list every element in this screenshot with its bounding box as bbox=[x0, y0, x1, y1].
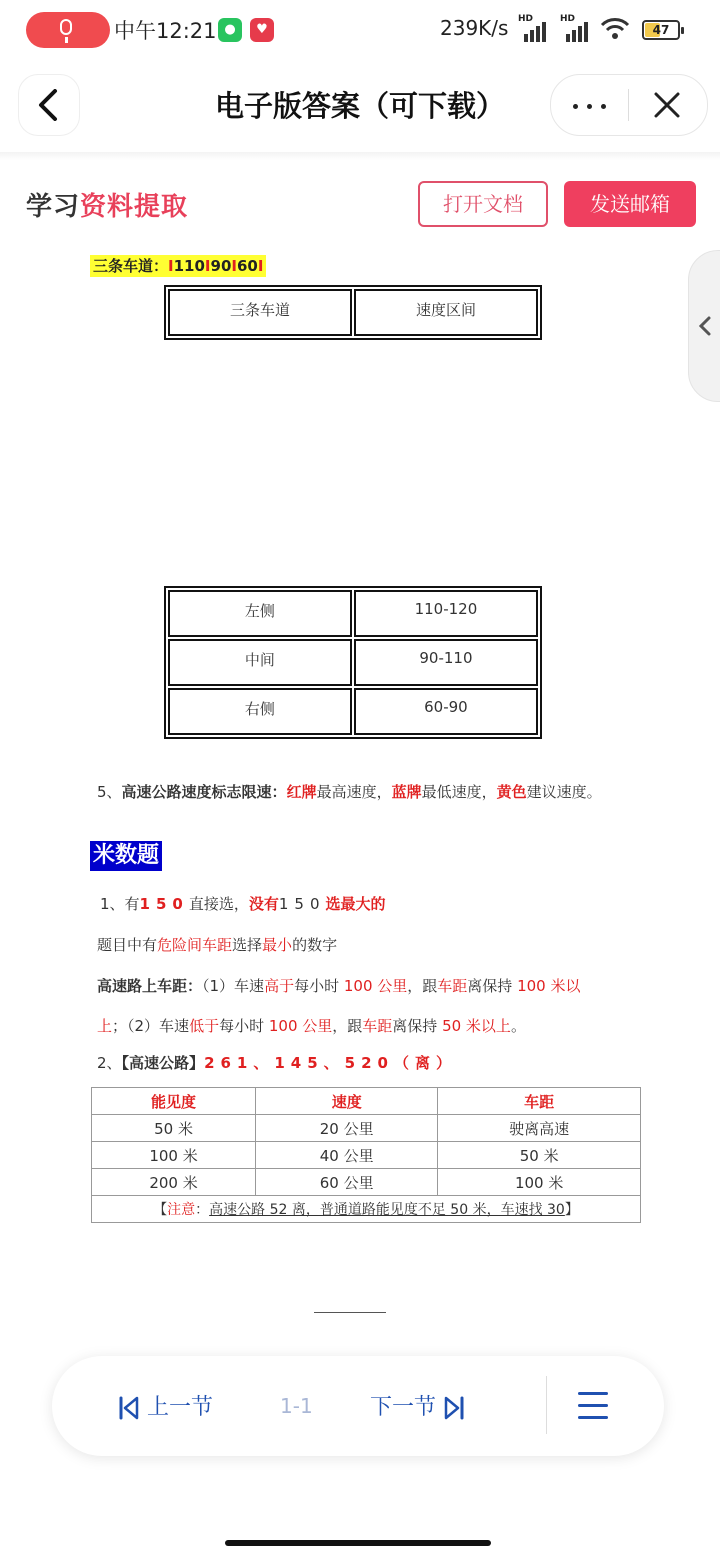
rule-line-4: 上；（2）车速低于每小时 100 公里，跟车距离保持 50 米以上。 bbox=[97, 1017, 526, 1035]
table-cell: 100 米 bbox=[438, 1169, 641, 1196]
speed-sign-paragraph: 5、高速公路速度标志限速：红牌最高速度，蓝牌最低速度，黄色建议速度。 bbox=[97, 783, 602, 801]
table-cell: 中间 bbox=[168, 639, 352, 686]
back-button[interactable] bbox=[18, 74, 80, 136]
table-cell: 200 米 bbox=[92, 1169, 256, 1196]
table-cell: 驶离高速 bbox=[438, 1115, 641, 1142]
table-cell: 左侧 bbox=[168, 590, 352, 637]
microphone-indicator[interactable] bbox=[26, 12, 110, 48]
net-speed: 239K/s bbox=[440, 16, 509, 40]
table-cell: 110-120 bbox=[354, 590, 538, 637]
table-header-row bbox=[92, 1088, 641, 1115]
visibility-table bbox=[91, 1087, 641, 1223]
battery-icon: 47 bbox=[642, 20, 680, 40]
column-header: 能见度 bbox=[92, 1088, 256, 1115]
open-document-button[interactable]: 打开文档 bbox=[418, 181, 548, 227]
table-row bbox=[168, 688, 538, 735]
table-row bbox=[92, 1169, 641, 1196]
wechat-icon: ● bbox=[218, 18, 242, 42]
table-cell: 50 米 bbox=[92, 1115, 256, 1142]
table-cell: 40 公里 bbox=[256, 1142, 438, 1169]
more-icon[interactable] bbox=[569, 85, 611, 125]
skip-prev-icon bbox=[118, 1395, 140, 1421]
back-arrow-icon bbox=[35, 89, 63, 121]
column-header: 车距 bbox=[438, 1088, 641, 1115]
menu-icon[interactable] bbox=[578, 1390, 610, 1422]
table-cell: 60-90 bbox=[354, 688, 538, 735]
rule-line-2: 题目中有危险间车距选择最小的数字 bbox=[97, 936, 338, 954]
brand-logo: 学习资料提取 bbox=[26, 192, 189, 222]
table-cell: 60 公里 bbox=[256, 1169, 438, 1196]
table-cell: 90-110 bbox=[354, 639, 538, 686]
page-title: 电子版答案（可下载） bbox=[214, 89, 505, 123]
chevron-left-icon bbox=[697, 315, 713, 337]
rule-line-1: 1、有150直接选，没有150选最大的 bbox=[100, 895, 386, 913]
table-cell: 速度区间 bbox=[354, 289, 538, 336]
table-cell: 100 米 bbox=[92, 1142, 256, 1169]
lanes-speed-table bbox=[164, 586, 542, 739]
column-header: 速度 bbox=[256, 1088, 438, 1115]
table-cell: 50 米 bbox=[438, 1142, 641, 1169]
side-drawer-handle[interactable] bbox=[688, 250, 720, 402]
rule-line-3: 高速路上车距：（1）车速高于每小时 100 公里，跟车距离保持 100 米以 bbox=[97, 977, 581, 995]
section-heading: 米数题 bbox=[90, 841, 162, 871]
table-note: 【注意：高速公路 52 离，普通道路能见度不足 50 米，车速找 30】 bbox=[92, 1196, 641, 1223]
lanes-table-header bbox=[164, 285, 542, 340]
table-note-row bbox=[92, 1196, 641, 1223]
send-email-button[interactable]: 发送邮箱 bbox=[564, 181, 696, 227]
status-bar bbox=[0, 0, 720, 62]
table-row bbox=[92, 1115, 641, 1142]
app-icon: ♥ bbox=[250, 18, 274, 42]
table-cell: 右侧 bbox=[168, 688, 352, 735]
clock: 中午12:21 bbox=[114, 19, 217, 43]
divider bbox=[314, 1312, 386, 1313]
next-section-button[interactable]: 下一节 bbox=[370, 1390, 465, 1424]
nav-bar bbox=[0, 62, 720, 154]
mini-program-capsule bbox=[550, 74, 708, 136]
table-cell: 三条车道 bbox=[168, 289, 352, 336]
table-row bbox=[92, 1142, 641, 1169]
page-indicator: 1-1 bbox=[280, 1394, 313, 1418]
signal-icon: HD bbox=[518, 18, 550, 42]
table-row bbox=[168, 590, 538, 637]
table-cell: 20 公里 bbox=[256, 1115, 438, 1142]
close-icon[interactable] bbox=[651, 89, 683, 121]
signal-icon: HD bbox=[560, 18, 592, 42]
chapter-navigation bbox=[52, 1356, 664, 1456]
prev-section-button[interactable]: 上一节 bbox=[118, 1390, 213, 1424]
lanes-highlight: 三条车道：I110I90I60I bbox=[90, 255, 266, 277]
microphone-icon bbox=[60, 19, 72, 35]
skip-next-icon bbox=[443, 1395, 465, 1421]
wifi-icon bbox=[600, 16, 630, 42]
table-row bbox=[168, 639, 538, 686]
rule-line-5: 2、【高速公路】261、145、520（离） bbox=[97, 1054, 457, 1072]
home-indicator[interactable] bbox=[225, 1540, 491, 1546]
